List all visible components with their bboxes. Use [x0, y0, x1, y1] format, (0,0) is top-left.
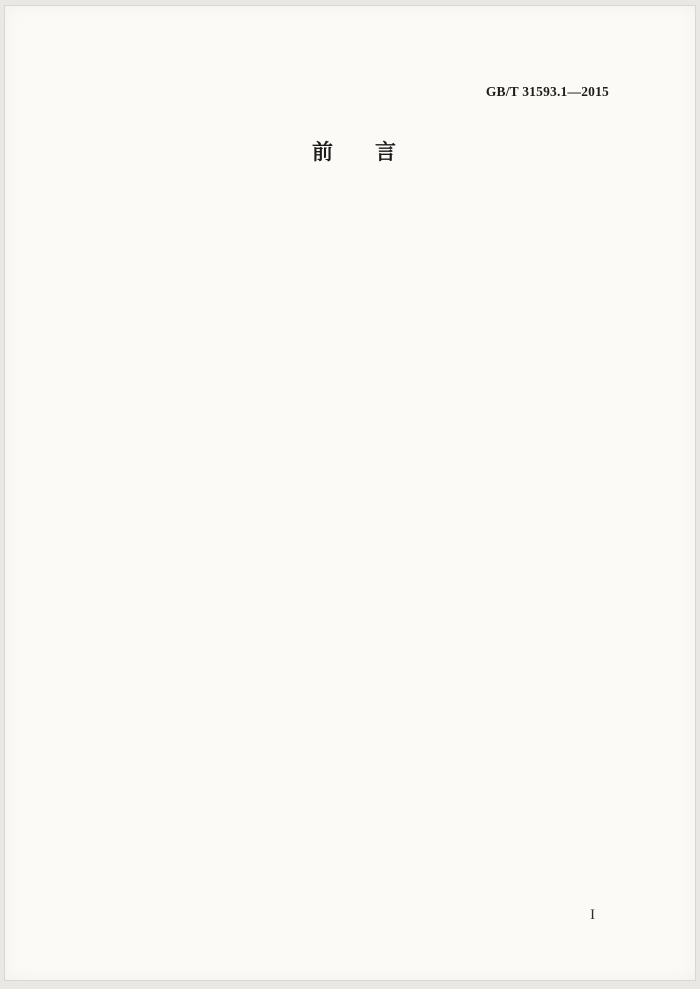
page-title: 前 言	[312, 140, 396, 164]
page-number: I	[590, 907, 595, 923]
document-page	[4, 5, 696, 981]
standard-code-header: GB/T 31593.1—2015	[485, 84, 609, 99]
page-content	[5, 6, 695, 166]
